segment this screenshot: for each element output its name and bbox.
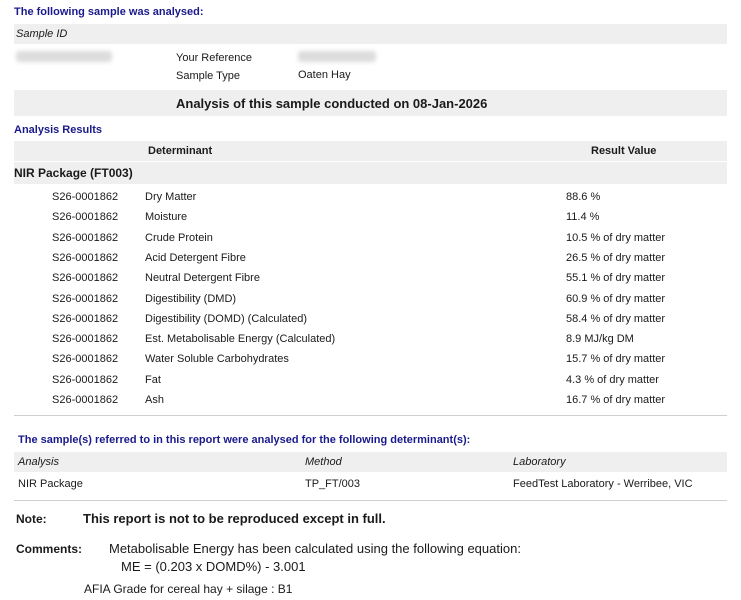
table-row — [0, 290, 741, 310]
row-result-value: 16.7 % of dry matter — [566, 394, 666, 406]
row-determinant: Fat — [145, 373, 161, 386]
table-row — [0, 310, 741, 330]
row-determinant: Digestibility (DMD) — [145, 292, 237, 305]
your-reference-label: Your Reference — [176, 52, 253, 64]
row-determinant: Acid Detergent Fibre — [145, 251, 246, 264]
table-row — [0, 350, 741, 370]
row-result-value: 10.5 % of dry matter — [566, 231, 666, 244]
row-result-value: 60.9 % of dry matter — [566, 292, 666, 305]
row-sample-id: S26-0001862 — [52, 373, 119, 386]
row-determinant: Est. Metabolisable Energy (Calculated) — [145, 333, 336, 346]
table-row — [0, 229, 741, 249]
results-bottom-rule — [14, 415, 727, 416]
row-result-value: 58.4 % of dry matter — [566, 312, 666, 325]
row-determinant: Moisture — [145, 211, 188, 224]
col-result-value-header: Result Value — [591, 145, 657, 157]
methods-section-title: The sample(s) referred to in this report were analysed for the following determinant(s): — [18, 434, 471, 446]
methods-header-band — [14, 452, 727, 472]
row-result-value: 4.3 % of dry matter — [566, 373, 659, 386]
row-sample-id: S26-0001862 — [52, 312, 119, 325]
sample-section-title: The following sample was analysed: — [14, 6, 204, 18]
row-sample-id: S26-0001862 — [52, 211, 119, 224]
methods-laboratory-value: FeedTest Laboratory - Werribee, VIC — [513, 478, 693, 490]
table-row — [0, 330, 741, 350]
row-result-value: 15.7 % of dry matter — [566, 353, 666, 366]
methods-method-value: TP_FT/003 — [305, 478, 361, 490]
package-name: NIR Package (FT003) — [14, 166, 133, 180]
table-row — [0, 269, 741, 289]
sample-type-label: Sample Type — [176, 70, 241, 82]
row-result-value: 8.9 MJ/kg DM — [566, 333, 634, 346]
row-sample-id: S26-0001862 — [52, 292, 119, 305]
col-method-header: Method — [305, 456, 342, 468]
table-row — [0, 371, 741, 391]
table-row — [0, 188, 741, 208]
row-result-value: 26.5 % of dry matter — [566, 251, 666, 264]
comments-label: Comments: — [16, 542, 83, 556]
row-sample-id: S26-0001862 — [52, 333, 119, 346]
row-determinant: Dry Matter — [145, 191, 197, 203]
row-determinant: Water Soluble Carbohydrates — [145, 353, 289, 366]
comments-line1: Metabolisable Energy has been calculated using the following equation: — [109, 541, 521, 556]
table-row — [0, 249, 741, 269]
analysis-date-text: Analysis of this sample conducted on 08-Jan-2026 — [176, 96, 488, 111]
row-sample-id: S26-0001862 — [52, 272, 119, 285]
row-result-value: 88.6 % — [566, 191, 601, 203]
row-sample-id: S26-0001862 — [52, 394, 119, 406]
sample-id-label: Sample ID — [16, 28, 68, 40]
row-determinant: Neutral Detergent Fibre — [145, 272, 260, 285]
methods-bottom-rule — [14, 500, 727, 501]
afia-grade-text: AFIA Grade for cereal hay + silage : B1 — [84, 582, 293, 596]
analysis-results-title: Analysis Results — [14, 124, 103, 136]
note-text: This report is not to be reproduced except in full. — [83, 511, 386, 526]
row-sample-id: S26-0001862 — [52, 353, 119, 366]
row-determinant: Ash — [145, 394, 164, 406]
sample-id-band — [14, 24, 727, 44]
redacted-reference — [298, 51, 376, 62]
col-analysis-header: Analysis — [18, 456, 59, 468]
methods-analysis-value: NIR Package — [18, 478, 83, 490]
col-determinant-header: Determinant — [148, 145, 213, 157]
sample-type-value: Oaten Hay — [298, 69, 351, 81]
row-sample-id: S26-0001862 — [52, 251, 119, 264]
row-sample-id: S26-0001862 — [52, 231, 119, 244]
row-result-value: 55.1 % of dry matter — [566, 272, 666, 285]
col-laboratory-header: Laboratory — [513, 456, 566, 468]
table-row — [0, 391, 741, 411]
row-determinant: Digestibility (DOMD) (Calculated) — [145, 312, 307, 325]
row-result-value: 11.4 % — [566, 211, 600, 224]
note-label: Note: — [16, 512, 47, 526]
redacted-sample-id — [16, 51, 112, 62]
row-determinant: Crude Protein — [145, 231, 213, 244]
comments-equation: ME = (0.203 x DOMD%) - 3.001 — [121, 559, 306, 574]
row-sample-id: S26-0001862 — [52, 191, 119, 203]
table-row — [0, 208, 741, 228]
